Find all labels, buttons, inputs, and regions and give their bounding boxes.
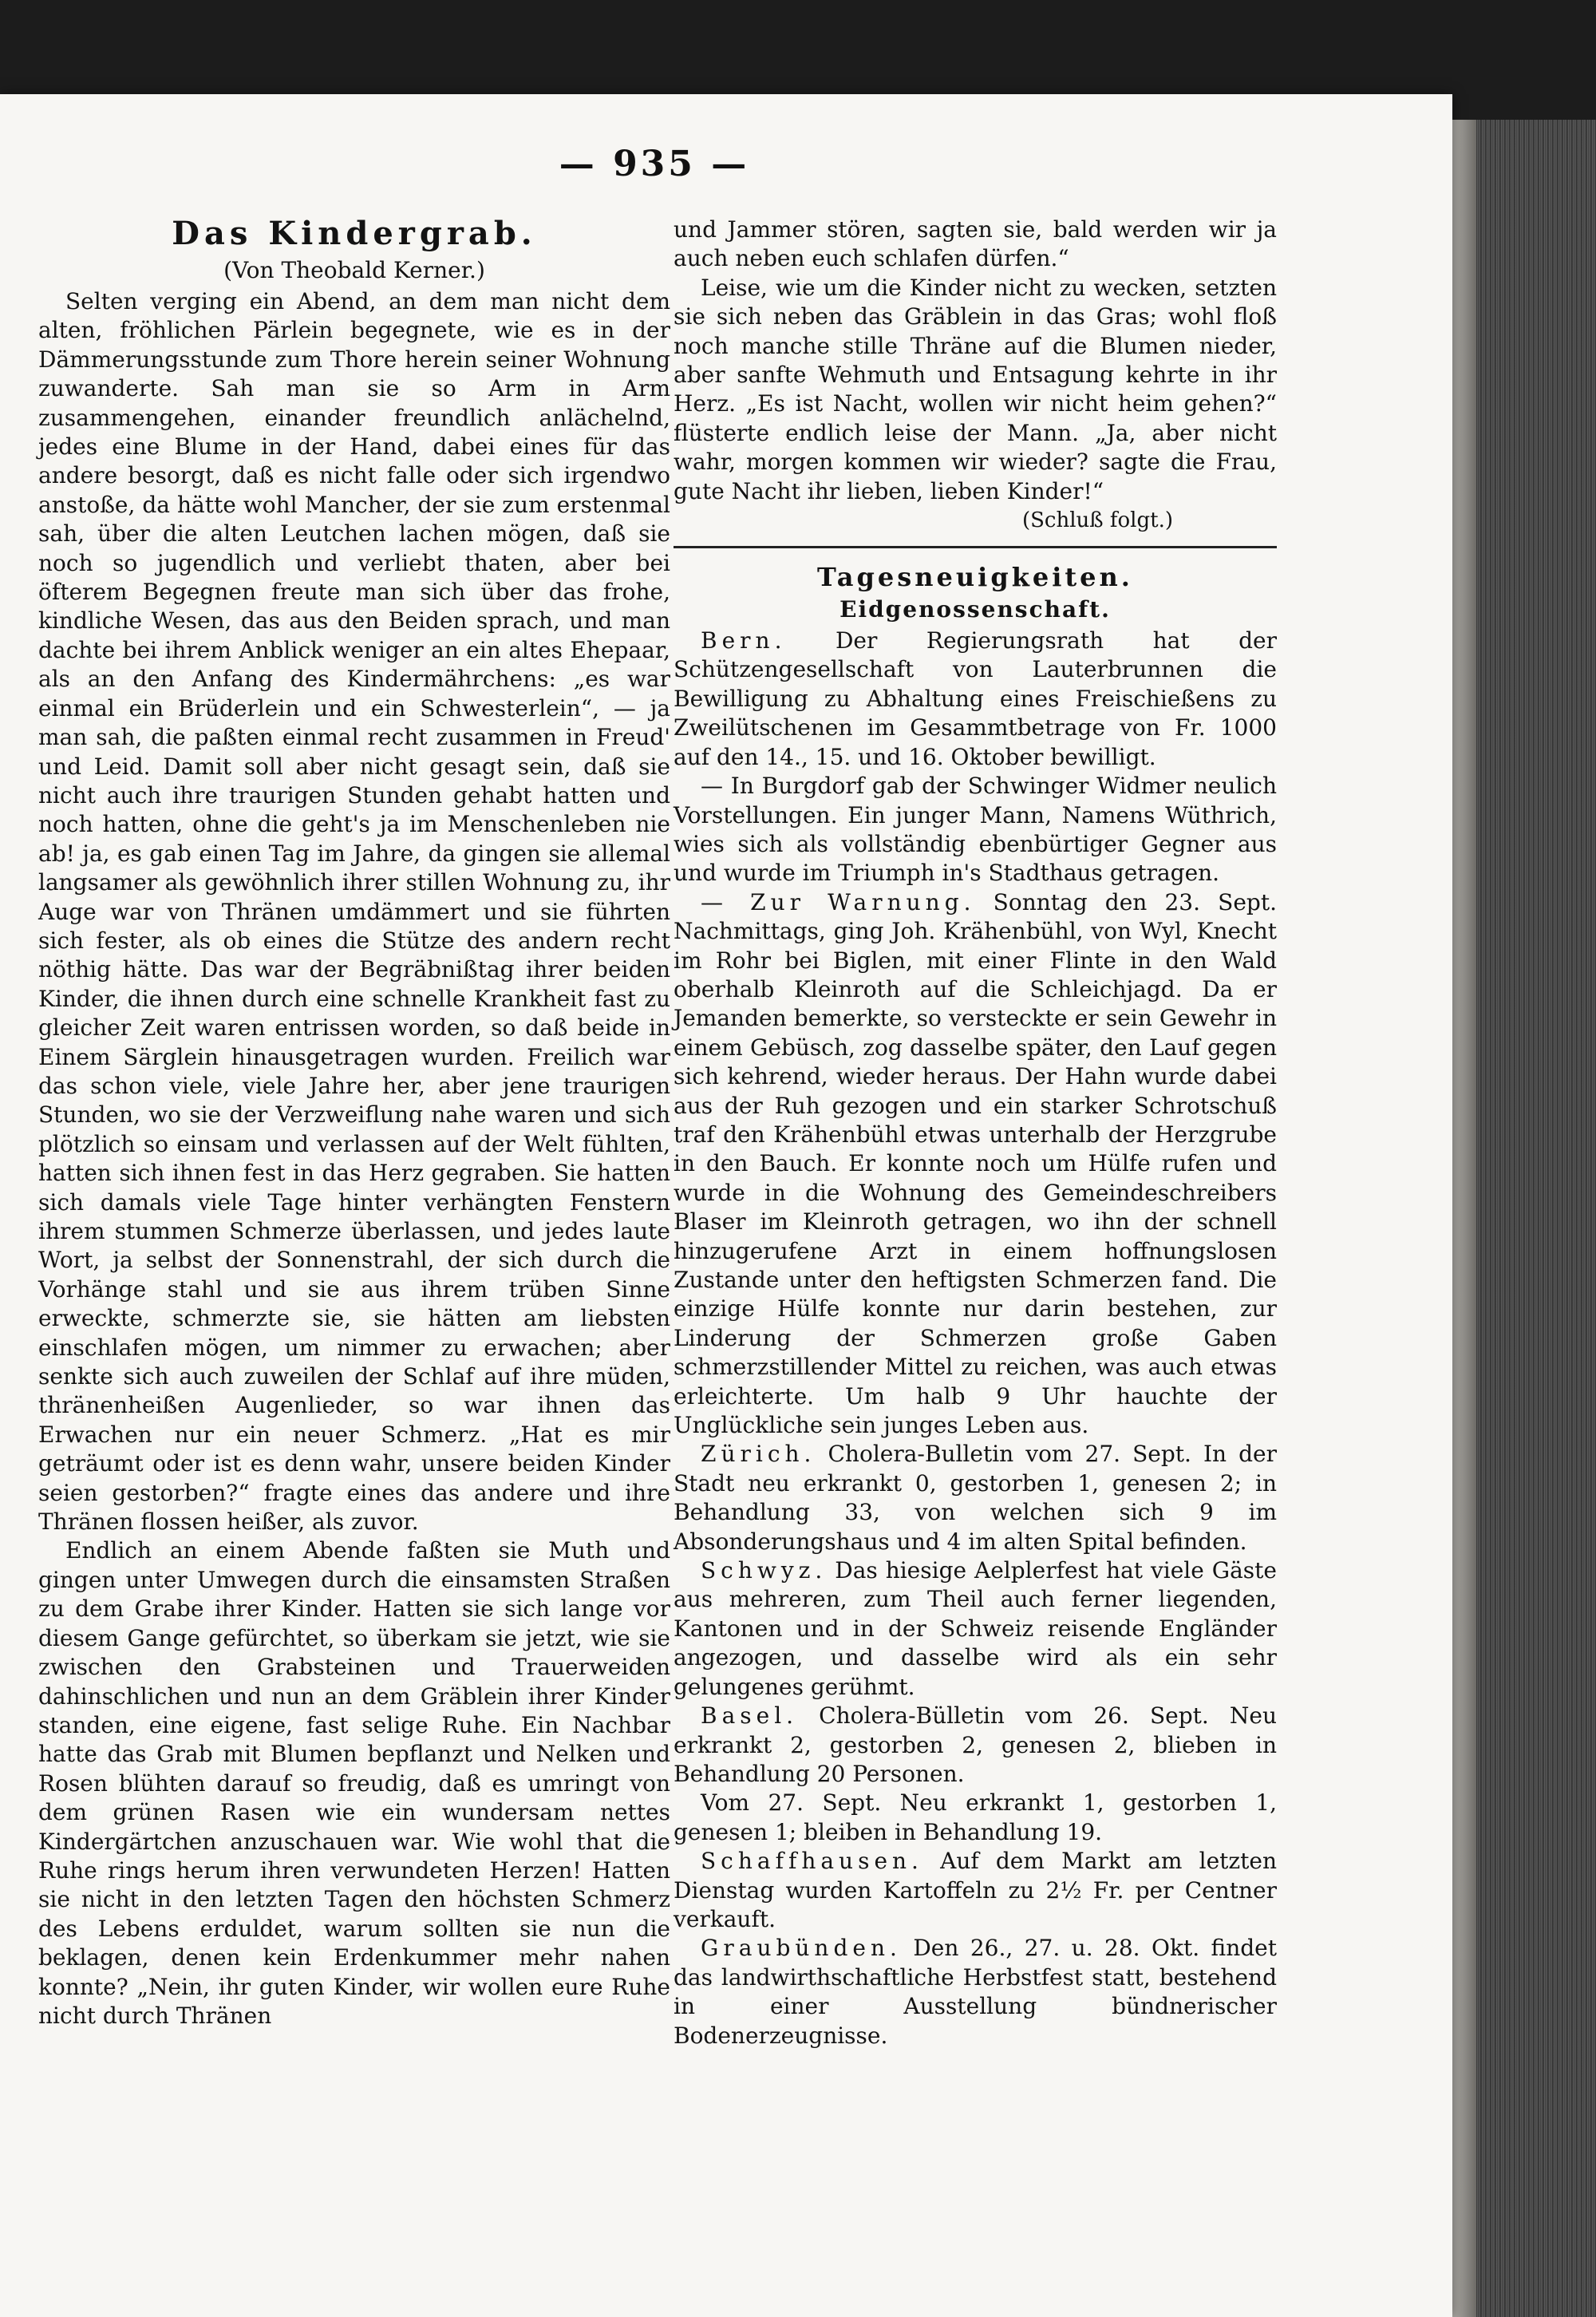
article-paragraph: Selten verging ein Abend, an dem man nicht dem alten, fröhlichen Pärlein begegnete, wie es in der Dämmerungsstunde zum Thore herein seiner Wohnung zuwanderte. Sah man sie so Arm in Arm zusammengehen, einander freundlich anlächelnd, jedes eine Blume in der Hand, dabei eines für das andere besorgt, daß es nicht falle oder sich irgendwo anstoße, da hätte wohl Mancher, der sie zum erstenmal sah, über die alten Leutchen lachen mögen, daß sie noch so jugendlich und verliebt thaten, aber bei öfterem Begegnen freute man sich über das frohe, kindliche Wesen, das aus den Beiden sprach, und man dachte bei ihrem Anblick weniger an ein altes Ehepaar, als an den Anfang des Kindermährchens: „es war einmal ein Brüderlein und ein Schwesterlein“, — ja man sah, die paßten einmal recht zusammen in Freud' und Leid. Damit soll aber nicht gesagt sein, daß sie nicht auch ihre traurigen Stunden gehabt hatten und noch hatten, ohne die geht's ja im Menschenleben nie ab! ja, es gab einen Tag im Jahre, da gingen sie allemal langsamer als gewöhnlich ihrer stillen Wohnung zu, ihr Auge war von Thränen umdämmert und sie führten sich fester, als ob eines die Stütze des andern recht nöthig hätte. Das war der Begräbnißtag ihrer beiden Kinder, die ihnen durch eine schnelle Krankheit fast zu gleicher Zeit waren entrissen worden, so daß beide in Einem Särglein hinausgetragen wurden. Freilich war das schon viele, viele Jahre her, aber jene traurigen Stunden, wo sie der Verzweiflung nahe waren und sich plötzlich so einsam und verlassen auf der Welt fühlten, hatten sich ihnen fest in das Herz gegraben. Sie hatten sich damals viele Tage hinter verhängten Fenstern ihrem stummen Schmerze überlassen, und jedes laute Wort, ja selbst der Sonnenstrahl, der sich durch die Vorhänge stahl und sie aus ihrem trüben Sinne erweckte, schmerzte sie, sie hätten am liebsten einschlafen mögen, um nimmer zu erwachen; aber senkte sich auch zuweilen der Schlaf auf ihre müden, thränenheißen Augenlieder, so war ihnen das Erwachen nur ein neuer Schmerz. „Hat es mir geträumt oder ist es denn wahr, unsere beiden Kinder seien gestorben?“ fragte eines das andere und ihre Thränen flossen heißer, als zuvor. [38,288,670,1536]
news-item [674,772,1277,888]
news-item [674,627,1277,772]
news-item [674,1440,1277,1556]
news-text: — In Burgdorf gab der Schwinger Widmer neulich Vorstellungen. Ein junger Mann, Namens Wüthrich, wies sich als vollständig ebenbürtiger Gegner aus und wurde im Triumph in's Stadthaus getragen. [674,773,1277,887]
news-section-title: Tagesneuigkeiten. [817,562,1133,593]
news-item [674,1847,1277,1934]
news-item [674,888,1277,1441]
news-item [674,1934,1277,2050]
news-item [674,1789,1277,1847]
news-place: Graubünden. [701,1935,902,1962]
continued-note: (Schluß folgt.) [1021,508,1173,533]
news-place: Bern. [701,627,787,654]
news-text: Cholera-Bülletin vom 26. Sept. Neu erkrankt 2, gestorben 2, genesen 2, blieben in Behandlung 20 Personen. [674,1702,1277,1787]
news-text: Den 26., 27. u. 28. Okt. findet das landwirthschaftliche Herbstfest statt, bestehend in einer Ausstellung bündnerischer Bodenerzeugnisse. [674,1935,1277,2049]
news-place: Schaffhausen. [701,1848,923,1875]
article-paragraph: und Jammer stören, sagten sie, bald werden wir ja auch neben euch schlafen dürfen.“ [674,216,1277,272]
news-place: — Zur Warnung. [701,888,976,915]
section-divider [674,546,1277,548]
news-place: Zürich. [701,1441,816,1468]
news-text: Sonntag den 23. Sept. Nachmittags, ging Joh. Krähenbühl, von Wyl, Knecht im Rohr bei Biglen, mit einer Flinte in den Wald oberhalb Kleinroth auf die Schleichjagd. Da er Jemanden bemerkte, so versteckte er sein Gewehr in einem Gebüsch, zog dasselbe später, den Lauf gegen sich kehrend, wieder heraus. Der Hahn wurde dabei aus der Ruh gezogen und ein starker Schrotschuß traf den Krähenbühl etwas unterhalb der Herzgrube in den Bauch. Er konnte noch um Hülfe rufen und wurde in die Wohnung des Gemeindeschreibers Blaser im Kleinroth getragen, wo ihn der schnell hinzugerufene Arzt in einem hoffnungslosen Zustande unter den heftigsten Schmerzen fand. Die einzige Hülfe konnte nur darin bestehen, zur Linderung der Schmerzen große Gaben schmerzstillender Mittel zu reichen, was auch etwas erleichterte. Um halb 9 Uhr hauchte der Unglückliche sein junges Leben aus. [674,888,1277,1439]
news-text: Vom 27. Sept. Neu erkrankt 1, gestorben 1, genesen 1; bleiben in Behandlung 19. [674,1789,1277,1845]
news-place: Basel. [701,1702,799,1730]
news-place: Schwyz. [701,1557,828,1584]
article-byline: (Von Theobald Kerner.) [223,257,485,283]
book-page-edges [1444,120,1596,2317]
news-subsection-title: Eidgenossenschaft. [839,596,1111,623]
news-text: Cholera-Bulletin vom 27. Sept. In der Stadt neu erkrankt 0, gestorben 1, genesen 2; in Behandlung 33, von welchen sich 9 im Absonderungshaus und 4 im alten Spital befinden. [674,1441,1277,1555]
article-paragraph: Endlich an einem Abende faßten sie Muth und gingen unter Umwegen durch die einsamsten Straßen zu dem Grabe ihrer Kinder. Hatten sie sich lange vor diesem Gange gefürchtet, so überkam sie jetzt, wie sie zwischen den Grabsteinen und Trauerweiden dahinschlichen und nun an dem Gräblein ihrer Kinder standen, eine eigene, fast selige Ruhe. Ein Nachbar hatte das Grab mit Blumen bepflanzt und Nelken und Rosen blühten darauf so freudig, daß es umringt von dem grünen Rasen wie ein wundersam nettes Kindergärtchen anzuschauen war. Wie wohl that die Ruhe rings herum ihren verwundeten Herzen! Hatten sie nicht in den letzten Tagen den höchsten Schmerz des Lebens erduldet, warum sollten sie nun die beklagen, denen kein Erdenkummer mehr nahen konnte? „Nein, ihr guten Kinder, wir wollen eure Ruhe nicht durch Thränen [38,1537,670,2029]
page-number: — 935 — [559,144,750,184]
news-item [674,1556,1277,1702]
article-title: Das Kindergrab. [172,215,537,252]
right-column [674,215,1277,2050]
news-text: Der Regierungsrath hat der Schützengesellschaft von Lauterbrunnen die Bewilligung zu Abhaltung eines Freischießens zu Zweilütschenen im Gesammtbetrage von Fr. 1000 auf den 14., 15. und 16. Oktober bewilligt. [674,627,1277,770]
news-text: Auf dem Markt am letzten Dienstag wurden Kartoffeln zu 2½ Fr. per Centner verkauft. [674,1848,1277,1932]
news-item [674,1702,1277,1789]
article-paragraph: Leise, wie um die Kinder nicht zu wecken, setzten sie sich neben das Gräblein in das Gras; wohl floß noch manche stille Thräne auf die Blumen nieder, aber sanfte Wehmuth und Entsagung kehrte in ihr Herz. „Es ist Nacht, wollen wir nicht heim gehen?“ flüsterte endlich leise der Mann. „Ja, aber nicht wahr, morgen kommen wir wieder? sagte die Frau, gute Nacht ihr lieben, lieben Kinder!“ [674,274,1277,504]
left-column [38,215,670,2030]
news-text: Das hiesige Aelplerfest hat viele Gäste aus mehreren, zum Theil auch ferner liegenden, Kantonen und in der Schweiz reisende Engländer angezogen, und dasselbe wird als ein sehr gelungenes gerühmt. [674,1557,1277,1700]
